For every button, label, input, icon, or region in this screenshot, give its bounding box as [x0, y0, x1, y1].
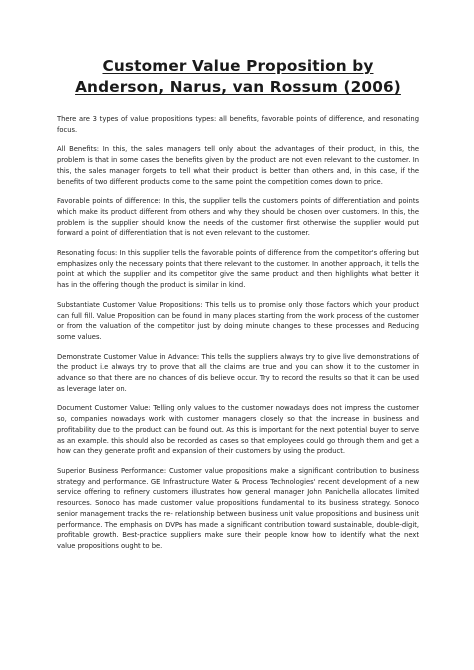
paragraph-intro: There are 3 types of value propositions types: all benefits, favorable points of difference, and resonating focus.	[57, 115, 419, 134]
paragraph-favorable-points: Favorable points of difference: In this, the supplier tells the customers points of differentiation and points which make its product different from others and why they should be chosen over customers. In this, the problem is the supplier should know the needs of the customer first otherwise the supplier would put forward a point of differentiation that is not even relevant to the customer.	[57, 197, 419, 238]
title-line-2: Anderson, Narus, van Rossum (2006)	[75, 78, 401, 96]
document-page	[57, 56, 419, 561]
paragraph-superior-performance: Superior Business Performance: Customer value propositions make a significant contribution to business strategy and performance. GE Infrastructure Water & Process Technologies' recent development of a new service offering to refinery customers illustrates how general manager John Panichella allocates limited resources. Sonoco has made customer value propositions fundamental to its business strategy. Sonoco senior management tracks the re- relationship between business unit value propositions and business unit performance. The emphasis on DVPs has made a significant contribution toward sustainable, double-digit, profitable growth. Best-practice suppliers make sure their people know how to identify what the next value propositions ought to be.	[57, 466, 419, 550]
paragraph-demonstrate: Demonstrate Customer Value in Advance: This tells the suppliers always try to give live demonstrations of the product i.e always try to prove that all the claims are true and you can show it to the customer in advance so that there are no chances of dis believe occur. Try to record the results so that it can be used as leverage later on.	[57, 352, 419, 393]
paragraph-substantiate: Substantiate Customer Value Propositions: This tells us to promise only those factors which your product can full fill. Value Proposition can be found in many places starting from the work process of the customer or from the valuation of the competitor just by doing minute changes to these processes and Reducing some values.	[57, 300, 419, 341]
page-title	[57, 56, 419, 98]
paragraph-document-value: Document Customer Value: Telling only values to the customer nowadays does not impress the customer so, companies nowadays work with customer managers closely so that the increase in business and profitability due to the product can be found out. As this is important for the next potential buyer to serve as an example. this should also be recorded as cases so that employees could go through them and get a how can they generate profit and expansion of their customers by using the product.	[57, 404, 419, 456]
paragraph-resonating-focus: Resonating focus: In this supplier tells the favorable points of difference from the competitor's offering but emphasizes only the necessary points that there relevant to the customer. In another approach, it tells the point at which the supplier and its competitor give the same product and then highlights what better it has in the offering though the product is similar in kind.	[57, 249, 419, 290]
title-line-1: Customer Value Proposition by	[102, 57, 374, 75]
paragraph-all-benefits: All Benefits: In this, the sales managers tell only about the advantages of their product, in this, the problem is that in some cases the benefits given by the product are not even relevant to the customer. In this, the sales manager forgets to tell what their product is better than others and, in this case, if the benefits of two different products come to the same point the competition comes down to price.	[57, 145, 419, 186]
